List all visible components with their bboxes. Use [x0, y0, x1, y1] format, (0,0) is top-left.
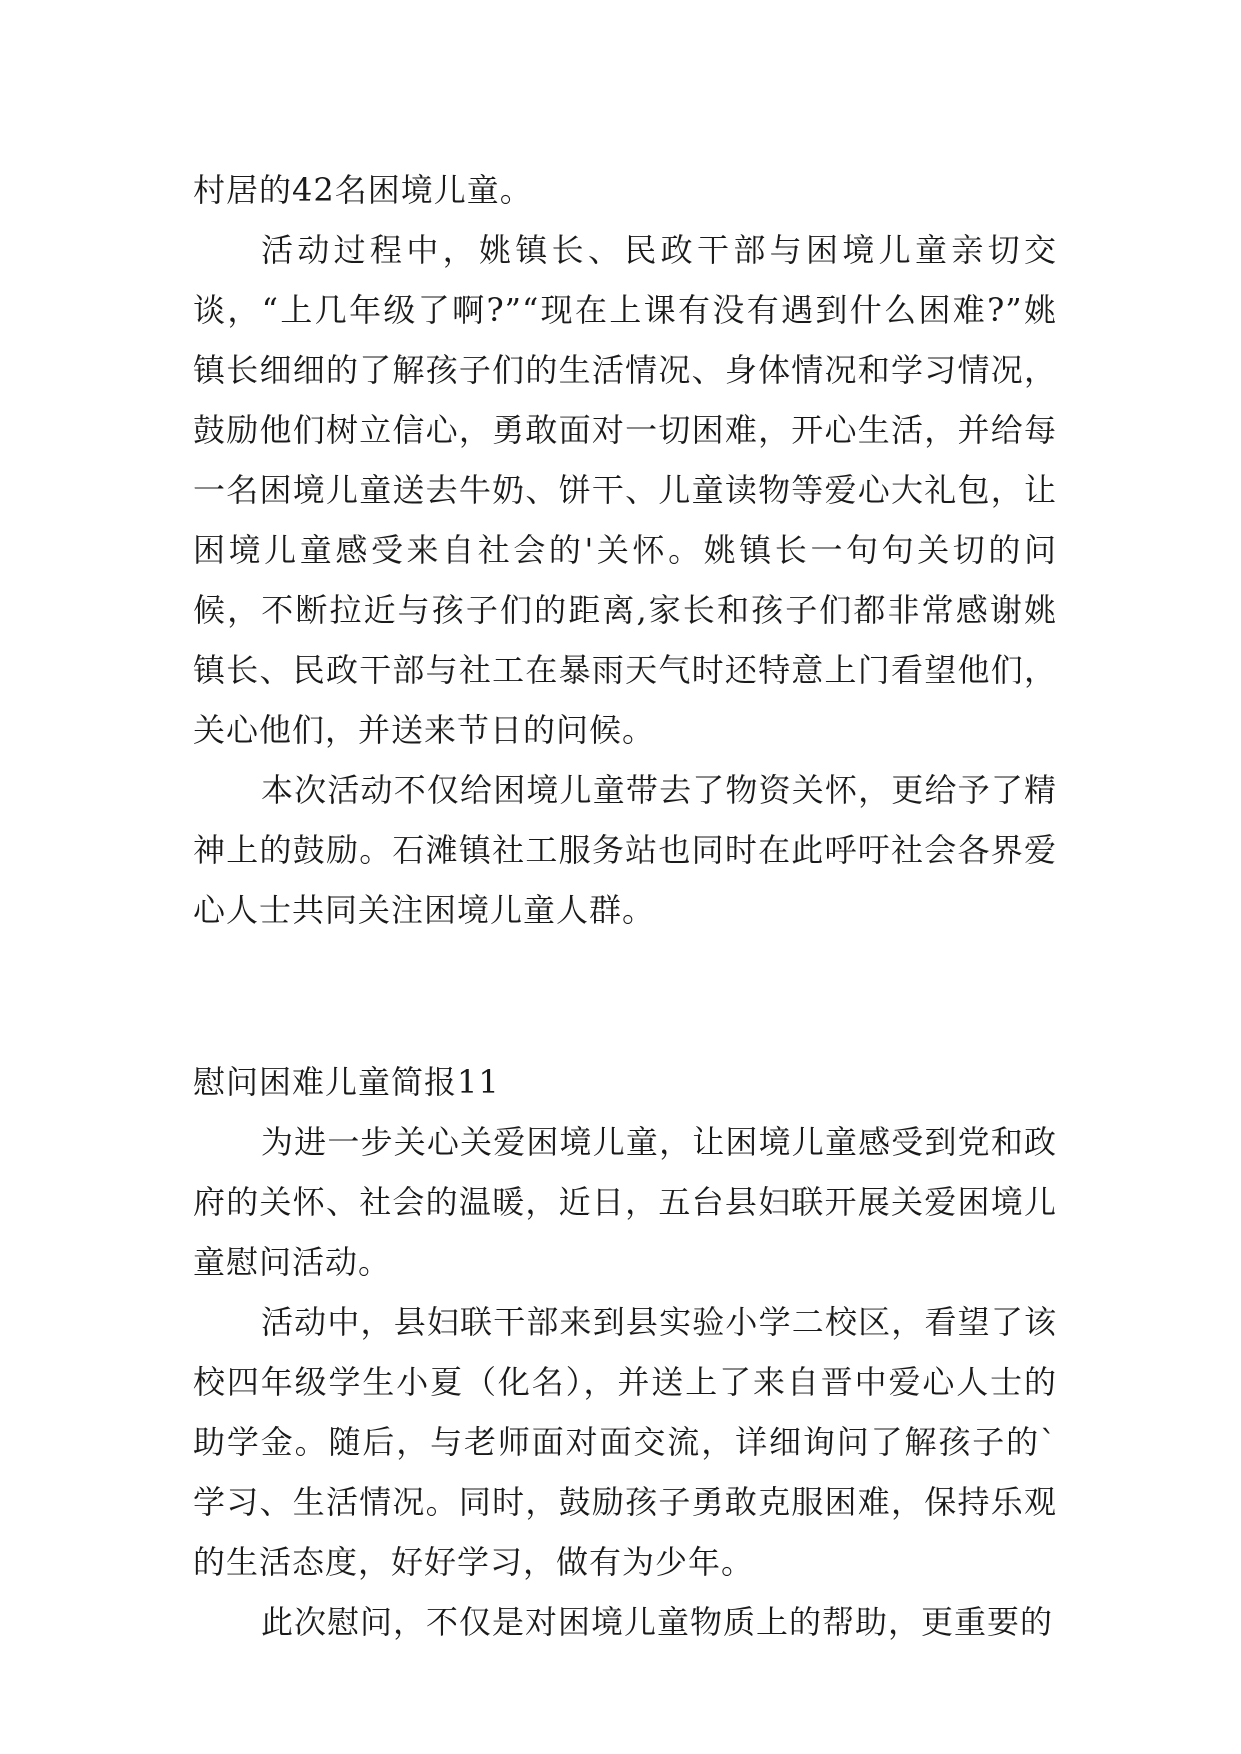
paragraph-4: 为进一步关心关爱困境儿童，让困境儿童感受到党和政府的关怀、社会的温暖，近日，五台县妇联开展关爱困境儿童慰问活动。: [193, 1123, 1057, 1281]
paragraph-1: 村居的42名困境儿童。: [193, 171, 533, 209]
paragraph-3: 本次活动不仅给困境儿童带去了物资关怀，更给予了精神上的鼓励。石滩镇社工服务站也同时在此呼吁社会各界爱心人士共同关注困境儿童人群。: [193, 771, 1057, 929]
paragraph-2: 活动过程中，姚镇长、民政干部与困境儿童亲切交谈，“上几年级了啊?”“现在上课有没有遇到什么困难?”姚镇长细细的了解孩子们的生活情况、身体情况和学习情况，鼓励他们树立信心，勇敢面对一切困难，开心生活，并给每一名困境儿童送去牛奶、饼干、儿童读物等爱心大礼包，让困境儿童感受来自社会的'关怀。姚镇长一句句关切的问候，不断拉近与孩子们的距离,家长和孩子们都非常感谢姚镇长、民政干部与社工在暴雨天气时还特意上门看望他们，关心他们，并送来节日的问候。: [193, 231, 1057, 749]
section-title: 慰问困难儿童简报11: [193, 1063, 500, 1101]
paragraph-6: 此次慰问，不仅是对困境儿童物质上的帮助，更重要的: [261, 1603, 1054, 1641]
document-body: [193, 160, 1057, 1652]
paragraph-5: 活动中，县妇联干部来到县实验小学二校区，看望了该校四年级学生小夏（化名），并送上了来自晋中爱心人士的助学金。随后，与老师面对面交流，详细询问了解孩子的`学习、生活情况。同时，鼓励孩子勇敢克服困难，保持乐观的生活态度，好好学习，做有为少年。: [193, 1303, 1057, 1581]
